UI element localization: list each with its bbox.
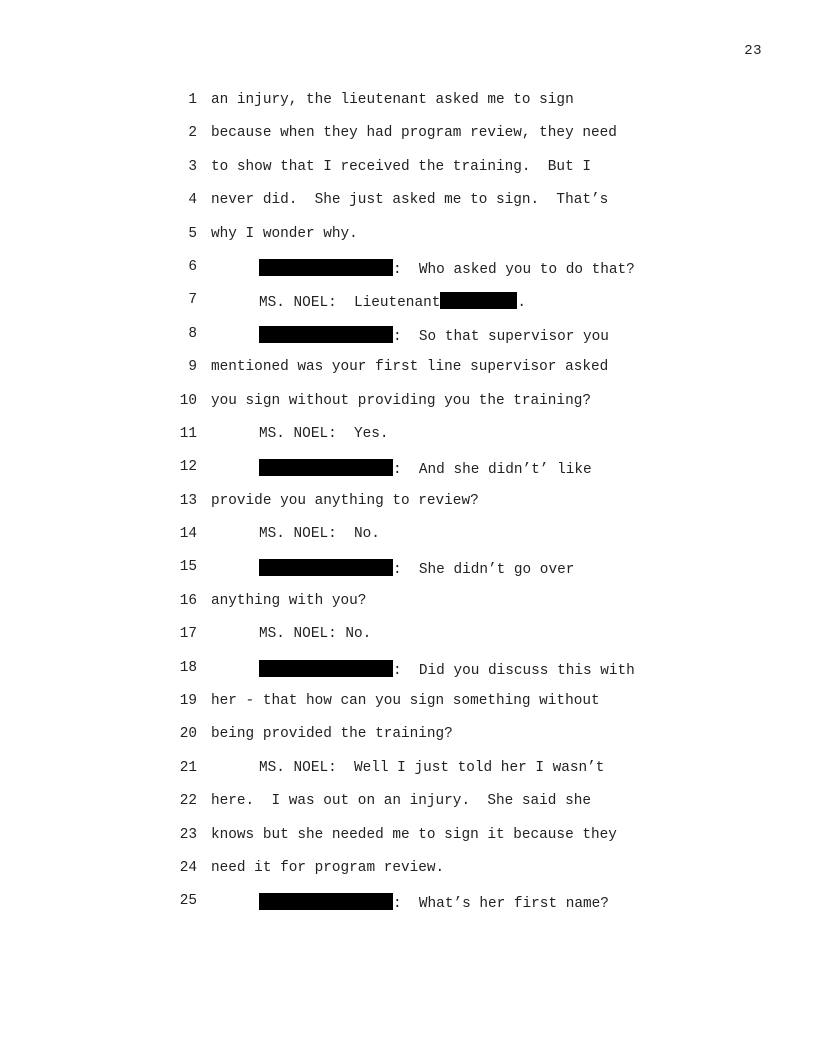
transcript-line <box>0 359 816 392</box>
speaker-line-text: : She didn’t go over <box>393 562 575 579</box>
transcript-line <box>0 693 816 726</box>
line-number: 24 <box>179 859 197 876</box>
transcript-line <box>0 259 816 292</box>
line-number: 10 <box>179 392 197 409</box>
line-number: 14 <box>179 526 197 543</box>
line-text: knows but she needed me to sign it because they <box>211 826 617 843</box>
transcript-line <box>0 793 816 826</box>
transcript-line <box>0 92 816 125</box>
line-text: MS. NOEL: No. <box>259 626 372 643</box>
line-number: 21 <box>179 759 197 776</box>
line-number: 16 <box>179 592 197 609</box>
speaker-line-text: MS. NOEL: Lieutenant <box>259 295 441 312</box>
transcript-line <box>0 893 816 926</box>
page-number: 23 <box>744 43 762 59</box>
line-number: 12 <box>179 459 197 476</box>
line-text: you sign without providing you the training? <box>211 392 591 409</box>
redaction-box <box>259 326 393 343</box>
line-text <box>259 326 609 345</box>
redaction-box <box>259 893 393 910</box>
transcript-line <box>0 159 816 192</box>
line-number: 7 <box>188 292 197 309</box>
transcript-line <box>0 192 816 225</box>
redaction-box <box>259 259 393 276</box>
transcript-line <box>0 326 816 359</box>
transcript-line <box>0 426 816 459</box>
transcript-line <box>0 559 816 592</box>
line-number: 4 <box>188 192 197 209</box>
redaction-box <box>259 660 393 677</box>
speaker-line-text: : Who asked you to do that? <box>393 261 635 278</box>
line-text: mentioned was your first line supervisor asked <box>211 359 609 376</box>
transcript-line <box>0 393 816 426</box>
line-text <box>259 893 609 912</box>
line-text: her - that how can you sign something without <box>211 693 600 710</box>
transcript-line <box>0 292 816 325</box>
line-number: 17 <box>179 626 197 643</box>
line-number: 8 <box>188 325 197 342</box>
line-text: being provided the training? <box>211 726 453 743</box>
line-number: 11 <box>179 425 197 442</box>
transcript-line <box>0 860 816 893</box>
transcript-line <box>0 526 816 559</box>
line-number: 1 <box>188 92 197 108</box>
line-number: 13 <box>179 492 197 509</box>
transcript-line <box>0 726 816 759</box>
line-number: 22 <box>179 793 197 810</box>
speaker-line-text: : And she didn’t’ like <box>393 462 592 479</box>
transcript-line <box>0 226 816 259</box>
line-text <box>259 660 635 679</box>
line-text <box>259 292 526 311</box>
line-text: anything with you? <box>211 592 367 609</box>
line-number: 19 <box>179 693 197 710</box>
transcript-line <box>0 493 816 526</box>
line-text <box>259 459 592 478</box>
transcript-line <box>0 593 816 626</box>
speaker-line-text: : Did you discuss this with <box>393 662 635 679</box>
line-number: 20 <box>179 726 197 743</box>
line-number: 6 <box>188 258 197 275</box>
line-number: 9 <box>188 359 197 376</box>
line-text: MS. NOEL: Yes. <box>259 425 389 442</box>
line-number: 18 <box>179 659 197 676</box>
line-number: 5 <box>188 225 197 242</box>
line-number: 15 <box>179 559 197 576</box>
transcript-line <box>0 760 816 793</box>
line-text: here. I was out on an injury. She said she <box>211 793 591 810</box>
line-text: because when they had program review, they need <box>211 125 617 142</box>
line-number: 25 <box>179 893 197 910</box>
redaction-box <box>259 559 393 576</box>
line-text: MS. NOEL: Well I just told her I wasn’t <box>259 759 605 776</box>
line-text: provide you anything to review? <box>211 492 479 509</box>
line-text <box>259 259 635 278</box>
line-text: need it for program review. <box>211 859 445 876</box>
line-number: 2 <box>188 125 197 142</box>
speaker-line-text: . <box>517 295 526 312</box>
transcript-body <box>0 92 816 927</box>
line-number: 23 <box>179 826 197 843</box>
transcript-line <box>0 660 816 693</box>
transcript-line <box>0 459 816 492</box>
line-text: why I wonder why. <box>211 225 358 242</box>
line-text: an injury, the lieutenant asked me to sign <box>211 92 574 108</box>
line-text: MS. NOEL: No. <box>259 526 380 543</box>
transcript-line <box>0 125 816 158</box>
speaker-line-text: : So that supervisor you <box>393 328 609 345</box>
line-text <box>259 559 574 578</box>
redaction-box <box>440 292 517 309</box>
line-number: 3 <box>188 158 197 175</box>
line-text: never did. She just asked me to sign. That’s <box>211 192 609 209</box>
redaction-box <box>259 459 393 476</box>
transcript-line <box>0 626 816 659</box>
line-text: to show that I received the training. But I <box>211 158 591 175</box>
transcript-line <box>0 827 816 860</box>
speaker-line-text: : What’s her first name? <box>393 896 609 913</box>
